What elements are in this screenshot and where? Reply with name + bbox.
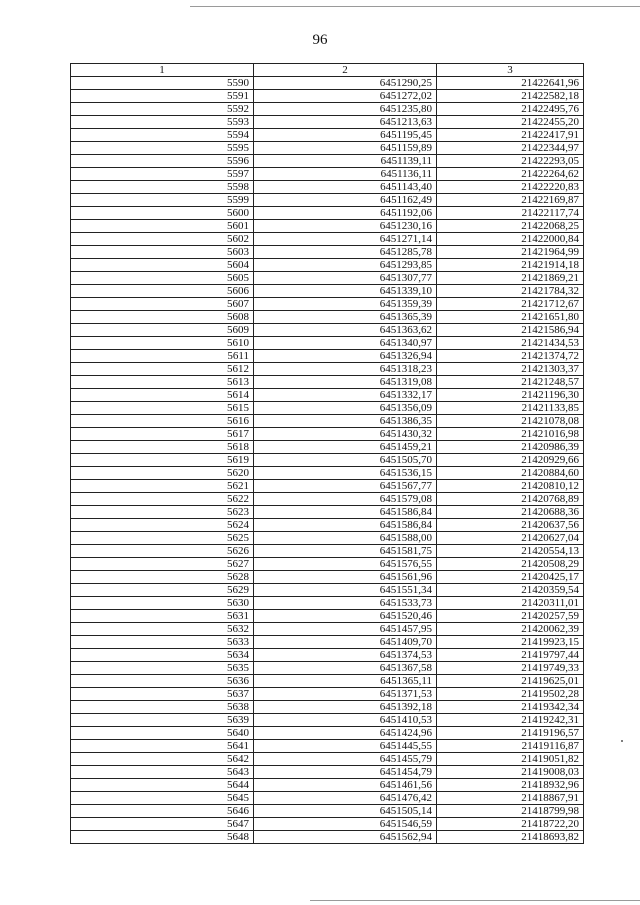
y-coordinate-cell: 21422455,20 <box>437 116 584 129</box>
y-coordinate-cell: 21420986,39 <box>437 441 584 454</box>
x-coordinate-cell: 6451445,55 <box>254 740 437 753</box>
y-coordinate-cell: 21418932,96 <box>437 779 584 792</box>
y-coordinate-cell: 21420637,56 <box>437 519 584 532</box>
y-coordinate-cell: 21421133,85 <box>437 402 584 415</box>
y-coordinate-cell: 21419502,28 <box>437 688 584 701</box>
table-row <box>71 376 584 389</box>
table-row <box>71 480 584 493</box>
table-row <box>71 688 584 701</box>
scan-speck <box>621 740 623 742</box>
point-number-cell: 5614 <box>71 389 254 402</box>
table-row <box>71 662 584 675</box>
table-row <box>71 753 584 766</box>
x-coordinate-cell: 6451536,15 <box>254 467 437 480</box>
column-header-1: 1 <box>71 64 254 77</box>
point-number-cell: 5600 <box>71 207 254 220</box>
y-coordinate-cell: 21420062,39 <box>437 623 584 636</box>
point-number-cell: 5620 <box>71 467 254 480</box>
point-number-cell: 5632 <box>71 623 254 636</box>
point-number-cell: 5627 <box>71 558 254 571</box>
y-coordinate-cell: 21422582,18 <box>437 90 584 103</box>
point-number-cell: 5618 <box>71 441 254 454</box>
column-header-3: 3 <box>437 64 584 77</box>
table-row <box>71 181 584 194</box>
y-coordinate-cell: 21421078,08 <box>437 415 584 428</box>
x-coordinate-cell: 6451562,94 <box>254 831 437 844</box>
y-coordinate-cell: 21421303,37 <box>437 363 584 376</box>
point-number-cell: 5635 <box>71 662 254 675</box>
x-coordinate-cell: 6451409,70 <box>254 636 437 649</box>
y-coordinate-cell: 21421248,57 <box>437 376 584 389</box>
table-row <box>71 714 584 727</box>
table-row <box>71 90 584 103</box>
x-coordinate-cell: 6451285,78 <box>254 246 437 259</box>
table-row <box>71 610 584 623</box>
point-number-cell: 5641 <box>71 740 254 753</box>
point-number-cell: 5594 <box>71 129 254 142</box>
table-row <box>71 805 584 818</box>
x-coordinate-cell: 6451476,42 <box>254 792 437 805</box>
y-coordinate-cell: 21421374,72 <box>437 350 584 363</box>
table-row <box>71 259 584 272</box>
x-coordinate-cell: 6451505,70 <box>254 454 437 467</box>
point-number-cell: 5609 <box>71 324 254 337</box>
point-number-cell: 5604 <box>71 259 254 272</box>
point-number-cell: 5593 <box>71 116 254 129</box>
y-coordinate-cell: 21421964,99 <box>437 246 584 259</box>
table-row <box>71 493 584 506</box>
point-number-cell: 5607 <box>71 298 254 311</box>
point-number-cell: 5636 <box>71 675 254 688</box>
table-row <box>71 740 584 753</box>
y-coordinate-cell: 21421434,53 <box>437 337 584 350</box>
x-coordinate-cell: 6451533,73 <box>254 597 437 610</box>
x-coordinate-cell: 6451505,14 <box>254 805 437 818</box>
x-coordinate-cell: 6451430,32 <box>254 428 437 441</box>
point-number-cell: 5592 <box>71 103 254 116</box>
table-row <box>71 532 584 545</box>
point-number-cell: 5623 <box>71 506 254 519</box>
y-coordinate-cell: 21422264,62 <box>437 168 584 181</box>
x-coordinate-cell: 6451546,59 <box>254 818 437 831</box>
y-coordinate-cell: 21418693,82 <box>437 831 584 844</box>
point-number-cell: 5615 <box>71 402 254 415</box>
x-coordinate-cell: 6451136,11 <box>254 168 437 181</box>
x-coordinate-cell: 6451326,94 <box>254 350 437 363</box>
x-coordinate-cell: 6451424,96 <box>254 727 437 740</box>
y-coordinate-cell: 21419008,03 <box>437 766 584 779</box>
point-number-cell: 5630 <box>71 597 254 610</box>
y-coordinate-cell: 21421784,32 <box>437 285 584 298</box>
x-coordinate-cell: 6451159,89 <box>254 142 437 155</box>
y-coordinate-cell: 21422169,87 <box>437 194 584 207</box>
table-row <box>71 194 584 207</box>
table-row <box>71 831 584 844</box>
x-coordinate-cell: 6451195,45 <box>254 129 437 142</box>
x-coordinate-cell: 6451365,39 <box>254 311 437 324</box>
x-coordinate-cell: 6451581,75 <box>254 545 437 558</box>
table-row <box>71 350 584 363</box>
y-coordinate-cell: 21421869,21 <box>437 272 584 285</box>
point-number-cell: 5622 <box>71 493 254 506</box>
point-number-cell: 5626 <box>71 545 254 558</box>
x-coordinate-cell: 6451340,97 <box>254 337 437 350</box>
table-row <box>71 233 584 246</box>
table-row <box>71 324 584 337</box>
y-coordinate-cell: 21422344,97 <box>437 142 584 155</box>
x-coordinate-cell: 6451365,11 <box>254 675 437 688</box>
point-number-cell: 5617 <box>71 428 254 441</box>
table-row <box>71 142 584 155</box>
table-row <box>71 675 584 688</box>
table-row <box>71 636 584 649</box>
table-row <box>71 649 584 662</box>
column-header-2: 2 <box>254 64 437 77</box>
x-coordinate-cell: 6451332,17 <box>254 389 437 402</box>
x-coordinate-cell: 6451290,25 <box>254 77 437 90</box>
y-coordinate-cell: 21419923,15 <box>437 636 584 649</box>
x-coordinate-cell: 6451307,77 <box>254 272 437 285</box>
y-coordinate-cell: 21421914,18 <box>437 259 584 272</box>
point-number-cell: 5590 <box>71 77 254 90</box>
point-number-cell: 5608 <box>71 311 254 324</box>
y-coordinate-cell: 21419242,31 <box>437 714 584 727</box>
table-row <box>71 129 584 142</box>
point-number-cell: 5596 <box>71 155 254 168</box>
table-row <box>71 428 584 441</box>
y-coordinate-cell: 21420688,36 <box>437 506 584 519</box>
table-row <box>71 220 584 233</box>
point-number-cell: 5629 <box>71 584 254 597</box>
y-coordinate-cell: 21422068,25 <box>437 220 584 233</box>
y-coordinate-cell: 21422417,91 <box>437 129 584 142</box>
x-coordinate-cell: 6451374,53 <box>254 649 437 662</box>
point-number-cell: 5610 <box>71 337 254 350</box>
x-coordinate-cell: 6451230,16 <box>254 220 437 233</box>
table-row <box>71 168 584 181</box>
point-number-cell: 5591 <box>71 90 254 103</box>
x-coordinate-cell: 6451293,85 <box>254 259 437 272</box>
table-row <box>71 623 584 636</box>
y-coordinate-cell: 21418867,91 <box>437 792 584 805</box>
point-number-cell: 5612 <box>71 363 254 376</box>
table-row <box>71 402 584 415</box>
point-number-cell: 5645 <box>71 792 254 805</box>
point-number-cell: 5634 <box>71 649 254 662</box>
point-number-cell: 5643 <box>71 766 254 779</box>
table-row <box>71 389 584 402</box>
y-coordinate-cell: 21420554,13 <box>437 545 584 558</box>
y-coordinate-cell: 21422000,84 <box>437 233 584 246</box>
x-coordinate-cell: 6451520,46 <box>254 610 437 623</box>
x-coordinate-cell: 6451586,84 <box>254 506 437 519</box>
y-coordinate-cell: 21420311,01 <box>437 597 584 610</box>
x-coordinate-cell: 6451319,08 <box>254 376 437 389</box>
point-number-cell: 5611 <box>71 350 254 363</box>
x-coordinate-cell: 6451588,00 <box>254 532 437 545</box>
point-number-cell: 5633 <box>71 636 254 649</box>
table-row <box>71 155 584 168</box>
point-number-cell: 5621 <box>71 480 254 493</box>
x-coordinate-cell: 6451392,18 <box>254 701 437 714</box>
point-number-cell: 5597 <box>71 168 254 181</box>
y-coordinate-cell: 21420768,89 <box>437 493 584 506</box>
x-coordinate-cell: 6451192,06 <box>254 207 437 220</box>
y-coordinate-cell: 21421196,30 <box>437 389 584 402</box>
x-coordinate-cell: 6451367,58 <box>254 662 437 675</box>
point-number-cell: 5619 <box>71 454 254 467</box>
point-number-cell: 5639 <box>71 714 254 727</box>
x-coordinate-cell: 6451371,53 <box>254 688 437 701</box>
coordinates-table <box>70 63 584 844</box>
x-coordinate-cell: 6451272,02 <box>254 90 437 103</box>
x-coordinate-cell: 6451455,79 <box>254 753 437 766</box>
table-row <box>71 545 584 558</box>
table-row <box>71 103 584 116</box>
table-row <box>71 701 584 714</box>
table-row <box>71 311 584 324</box>
y-coordinate-cell: 21420359,54 <box>437 584 584 597</box>
y-coordinate-cell: 21418799,98 <box>437 805 584 818</box>
y-coordinate-cell: 21422495,76 <box>437 103 584 116</box>
y-coordinate-cell: 21420810,12 <box>437 480 584 493</box>
x-coordinate-cell: 6451271,14 <box>254 233 437 246</box>
point-number-cell: 5598 <box>71 181 254 194</box>
table-row <box>71 467 584 480</box>
point-number-cell: 5601 <box>71 220 254 233</box>
table-row <box>71 207 584 220</box>
table-row <box>71 246 584 259</box>
x-coordinate-cell: 6451576,55 <box>254 558 437 571</box>
table-row <box>71 597 584 610</box>
point-number-cell: 5640 <box>71 727 254 740</box>
x-coordinate-cell: 6451213,63 <box>254 116 437 129</box>
x-coordinate-cell: 6451461,56 <box>254 779 437 792</box>
y-coordinate-cell: 21419196,57 <box>437 727 584 740</box>
x-coordinate-cell: 6451454,79 <box>254 766 437 779</box>
table-row <box>71 792 584 805</box>
table-row <box>71 818 584 831</box>
bottom-scan-rule <box>310 900 640 901</box>
table-row <box>71 363 584 376</box>
table-body <box>71 77 584 844</box>
table-header-row <box>71 64 584 77</box>
x-coordinate-cell: 6451561,96 <box>254 571 437 584</box>
x-coordinate-cell: 6451567,77 <box>254 480 437 493</box>
point-number-cell: 5595 <box>71 142 254 155</box>
y-coordinate-cell: 21420257,59 <box>437 610 584 623</box>
x-coordinate-cell: 6451318,23 <box>254 363 437 376</box>
table-row <box>71 571 584 584</box>
point-number-cell: 5625 <box>71 532 254 545</box>
x-coordinate-cell: 6451457,95 <box>254 623 437 636</box>
table-row <box>71 506 584 519</box>
y-coordinate-cell: 21420929,66 <box>437 454 584 467</box>
table-row <box>71 558 584 571</box>
point-number-cell: 5638 <box>71 701 254 714</box>
point-number-cell: 5647 <box>71 818 254 831</box>
y-coordinate-cell: 21419749,33 <box>437 662 584 675</box>
x-coordinate-cell: 6451235,80 <box>254 103 437 116</box>
y-coordinate-cell: 21422220,83 <box>437 181 584 194</box>
table-row <box>71 766 584 779</box>
y-coordinate-cell: 21422117,74 <box>437 207 584 220</box>
y-coordinate-cell: 21419116,87 <box>437 740 584 753</box>
point-number-cell: 5646 <box>71 805 254 818</box>
point-number-cell: 5613 <box>71 376 254 389</box>
table-row <box>71 584 584 597</box>
table-row <box>71 454 584 467</box>
y-coordinate-cell: 21420425,17 <box>437 571 584 584</box>
y-coordinate-cell: 21420884,60 <box>437 467 584 480</box>
point-number-cell: 5637 <box>71 688 254 701</box>
y-coordinate-cell: 21421016,98 <box>437 428 584 441</box>
y-coordinate-cell: 21421712,67 <box>437 298 584 311</box>
y-coordinate-cell: 21419797,44 <box>437 649 584 662</box>
table-row <box>71 77 584 90</box>
x-coordinate-cell: 6451139,11 <box>254 155 437 168</box>
y-coordinate-cell: 21421586,94 <box>437 324 584 337</box>
y-coordinate-cell: 21419051,82 <box>437 753 584 766</box>
y-coordinate-cell: 21422293,05 <box>437 155 584 168</box>
table-row <box>71 779 584 792</box>
point-number-cell: 5599 <box>71 194 254 207</box>
x-coordinate-cell: 6451339,10 <box>254 285 437 298</box>
x-coordinate-cell: 6451143,40 <box>254 181 437 194</box>
x-coordinate-cell: 6451359,39 <box>254 298 437 311</box>
table-row <box>71 285 584 298</box>
table-row <box>71 441 584 454</box>
point-number-cell: 5603 <box>71 246 254 259</box>
y-coordinate-cell: 21422641,96 <box>437 77 584 90</box>
point-number-cell: 5628 <box>71 571 254 584</box>
y-coordinate-cell: 21419342,34 <box>437 701 584 714</box>
x-coordinate-cell: 6451586,84 <box>254 519 437 532</box>
y-coordinate-cell: 21421651,80 <box>437 311 584 324</box>
point-number-cell: 5642 <box>71 753 254 766</box>
page-number: 96 <box>312 32 328 48</box>
point-number-cell: 5616 <box>71 415 254 428</box>
table-row <box>71 298 584 311</box>
point-number-cell: 5605 <box>71 272 254 285</box>
table-row <box>71 272 584 285</box>
x-coordinate-cell: 6451551,34 <box>254 584 437 597</box>
x-coordinate-cell: 6451410,53 <box>254 714 437 727</box>
table-row <box>71 415 584 428</box>
point-number-cell: 5644 <box>71 779 254 792</box>
table-row <box>71 727 584 740</box>
y-coordinate-cell: 21419625,01 <box>437 675 584 688</box>
table-row <box>71 337 584 350</box>
x-coordinate-cell: 6451356,09 <box>254 402 437 415</box>
x-coordinate-cell: 6451386,35 <box>254 415 437 428</box>
point-number-cell: 5624 <box>71 519 254 532</box>
x-coordinate-cell: 6451579,08 <box>254 493 437 506</box>
point-number-cell: 5631 <box>71 610 254 623</box>
point-number-cell: 5602 <box>71 233 254 246</box>
table-row <box>71 519 584 532</box>
x-coordinate-cell: 6451459,21 <box>254 441 437 454</box>
table-row <box>71 116 584 129</box>
x-coordinate-cell: 6451162,49 <box>254 194 437 207</box>
y-coordinate-cell: 21420627,04 <box>437 532 584 545</box>
x-coordinate-cell: 6451363,62 <box>254 324 437 337</box>
point-number-cell: 5606 <box>71 285 254 298</box>
y-coordinate-cell: 21420508,29 <box>437 558 584 571</box>
point-number-cell: 5648 <box>71 831 254 844</box>
y-coordinate-cell: 21418722,20 <box>437 818 584 831</box>
top-scan-rule <box>190 6 640 7</box>
